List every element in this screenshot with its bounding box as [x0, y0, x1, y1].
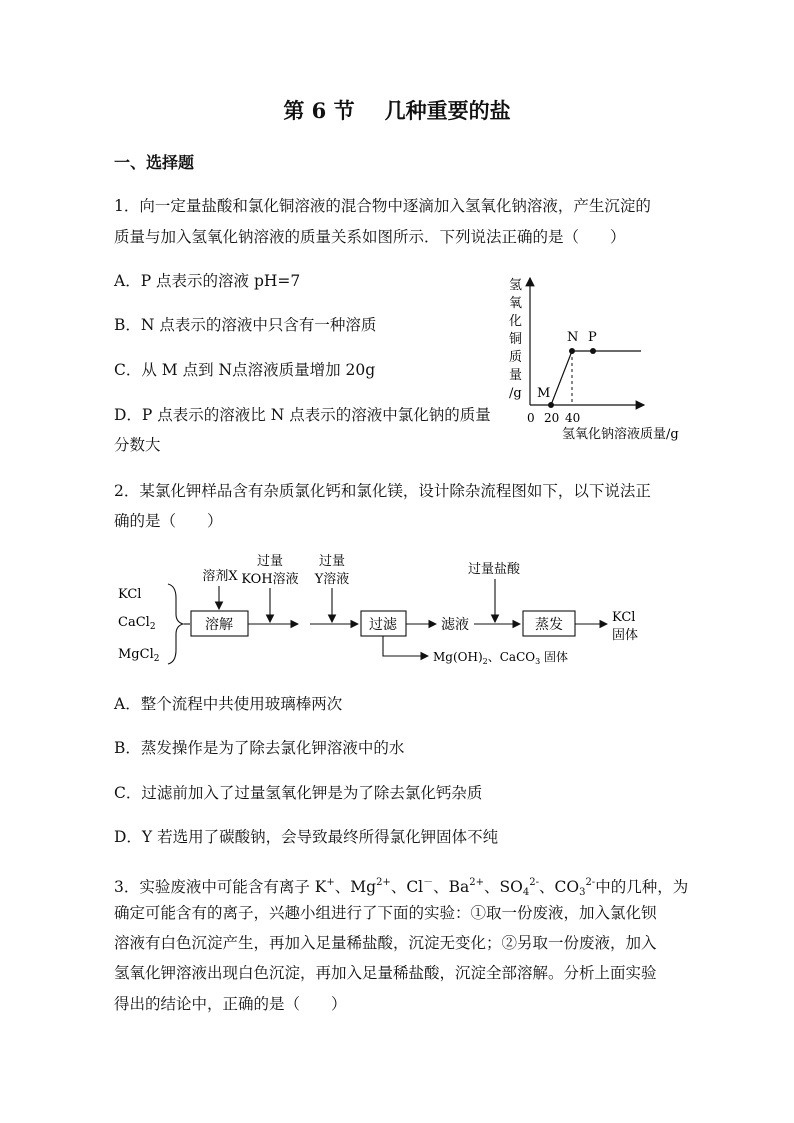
q3-stem-line1: 3．实验废液中可能含有离子 K+、$Mg^{2+}$、Cl－、$Ba^{2+}$、$SO_4^{2-}$、$CO_3^{2-}$中的几种，为 — [114, 877, 689, 898]
point-p — [590, 348, 596, 354]
y-axis-label-char: 质 — [509, 350, 523, 365]
point-m — [548, 402, 554, 408]
y-axis-label-char: 氧 — [509, 296, 523, 311]
q2-option-d: D．Y 若选用了碳酸钠，会导致最终所得氯化钾固体不纯 — [114, 828, 499, 846]
reagent-solvent-x: 溶剂X — [202, 569, 238, 584]
q2-option-b: B．蒸发操作是为了除去氯化钾溶液中的水 — [114, 739, 405, 757]
input-kcl: KCl — [118, 587, 142, 602]
series-segment-rising — [551, 351, 572, 405]
point-label-p: P — [588, 330, 597, 345]
q3-stem-line3: 溶液有白色沉淀产生，再加入足量稀盐酸，沉淀无变化；②另取一份废液，加入 — [114, 934, 657, 952]
section-heading: 一、选择题 — [114, 153, 195, 172]
y-axis-label-char: 量 — [509, 368, 523, 383]
title-text: 几种重要的盐 — [384, 98, 511, 123]
q1-stem-line2: 质量与加入氢氧化钠溶液的质量关系如图所示．下列说法正确的是（ ） — [114, 228, 626, 246]
q2-stem-line1: 2．某氯化钾样品含有杂质氯化钙和氯化镁，设计除杂流程图如下，以下说法正 — [114, 482, 651, 500]
q3-stem-line2: 确定可能含有的离子，兴趣小组进行了下面的实验：①取一份废液，加入氯化钡 — [114, 904, 657, 922]
q3-stem-line5: 得出的结论中，正确的是（ ） — [114, 995, 347, 1013]
tick-label-20: 20 — [544, 411, 560, 425]
q1-option-b: B．N 点表示的溶液中只含有一种溶质 — [114, 316, 377, 334]
evaporate-label: 蒸发 — [535, 617, 563, 633]
q2-option-c: C．过滤前加入了过量氢氧化钾是为了除去氯化钙杂质 — [114, 784, 483, 802]
q2-option-a: A．整个流程中共使用玻璃棒两次 — [114, 695, 343, 713]
reagent-y-line2: Y溶液 — [314, 572, 350, 587]
point-label-m: M — [537, 386, 551, 401]
title-section-number: 第 6 节 — [283, 98, 355, 123]
x-axis-label: 氢氧化钠溶液质量/g — [562, 427, 679, 442]
page-title — [0, 95, 794, 125]
point-n — [569, 348, 575, 354]
precipitate-solids: $Mg(OH)_2$、CaCO$_3$ 固体 — [433, 650, 569, 666]
filter-label: 过滤 — [369, 617, 397, 633]
q1-option-a: A．P 点表示的溶液 pH=7 — [114, 272, 301, 290]
y-axis-label-char: 氢 — [509, 278, 523, 293]
input-mgcl2: MgCl$_2$ — [118, 647, 160, 664]
reagent-y-line1: 过量 — [318, 554, 346, 569]
q1-option-d-line2: 分数大 — [114, 436, 161, 454]
reagent-koh-line1: 过量 — [256, 554, 284, 569]
tick-label-40: 40 — [565, 411, 581, 425]
q1-option-d-line1: D．P 点表示的溶液比 N 点表示的溶液中氯化钠的质量 — [114, 406, 491, 424]
reagent-koh-line2: KOH溶液 — [241, 572, 299, 587]
q1-chart — [500, 268, 700, 450]
q3-stem-line4: 氢氧化钾溶液出现白色沉淀，再加入足量稀盐酸，沉淀全部溶解。分析上面实验 — [114, 964, 657, 982]
q1-option-c: C．从 M 点到 N点溶液质量增加 20g — [114, 361, 376, 379]
y-axis-label-char: 化 — [509, 314, 523, 329]
y-axis-label-char: 铜 — [509, 332, 523, 347]
flow-diagram — [110, 548, 670, 678]
q2-stem-line2: 确的是（ ） — [114, 512, 223, 530]
dissolve-label: 溶解 — [205, 617, 233, 633]
input-cacl2: CaCl$_2$ — [118, 615, 156, 632]
input-brace — [168, 584, 183, 664]
q1-stem-line1: 1．向一定量盐酸和氯化铜溶液的混合物中逐滴加入氢氧化钠溶液，产生沉淀的 — [114, 197, 651, 215]
output-solid: 固体 — [612, 628, 639, 643]
point-label-n: N — [567, 330, 579, 345]
output-kcl: KCl — [612, 610, 636, 625]
y-axis-label — [509, 278, 522, 401]
reagent-hcl: 过量盐酸 — [467, 562, 521, 577]
filtrate-label: 滤液 — [441, 617, 469, 633]
tick-label-0: 0 — [527, 411, 535, 425]
y-axis-label-char: /g — [509, 386, 522, 401]
